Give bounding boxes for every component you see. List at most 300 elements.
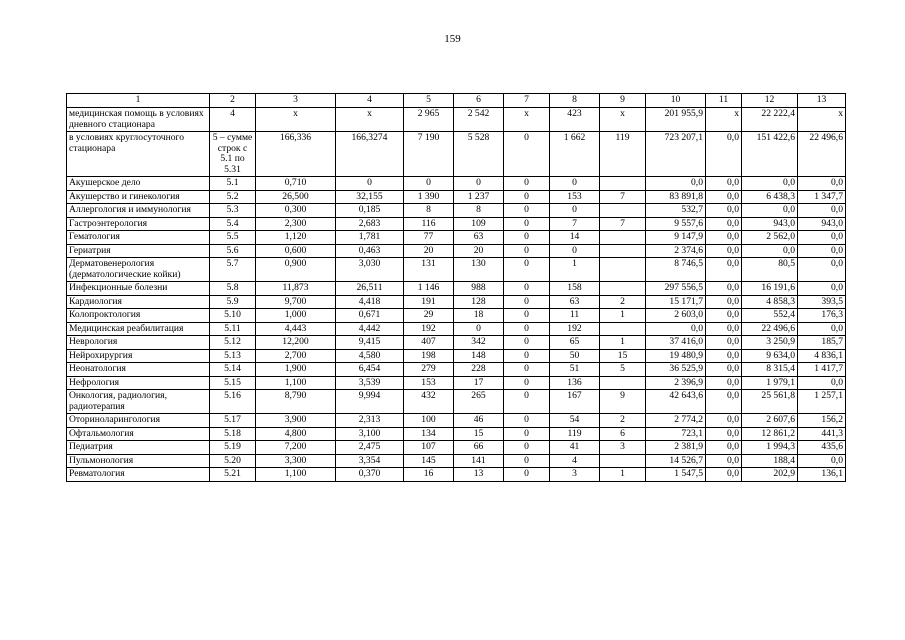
table-cell: 1 — [600, 336, 646, 350]
table-cell — [600, 282, 646, 296]
table-cell: 0 — [504, 414, 550, 428]
row-number-cell: 5.17 — [210, 414, 256, 428]
table-cell: 1 994,3 — [742, 441, 798, 455]
table-cell: 0,0 — [646, 322, 706, 336]
table-cell: 32,155 — [336, 190, 404, 204]
table-cell: 0 — [504, 309, 550, 323]
table-cell: 265 — [454, 390, 504, 414]
table-row — [67, 217, 846, 231]
row-number-cell: 5.19 — [210, 441, 256, 455]
table-cell: 9 — [600, 390, 646, 414]
table-cell: 0,0 — [742, 204, 798, 218]
table-cell: 0,370 — [336, 468, 404, 482]
table-cell: 136,1 — [798, 468, 846, 482]
table-cell: 119 — [600, 132, 646, 177]
table-cell: 0 — [504, 231, 550, 245]
column-header-9: 9 — [600, 94, 646, 108]
table-cell: 7 — [550, 217, 600, 231]
table-cell: 2 542 — [454, 108, 504, 132]
table-cell: 2 381,9 — [646, 441, 706, 455]
table-cell: 1 662 — [550, 132, 600, 177]
table-cell: 7 — [600, 217, 646, 231]
table-cell: 0 — [504, 282, 550, 296]
table-row — [67, 336, 846, 350]
table-cell: 0,185 — [336, 204, 404, 218]
table-cell: 2 607,6 — [742, 414, 798, 428]
table-cell: 943,0 — [742, 217, 798, 231]
table-cell: 9 147,9 — [646, 231, 706, 245]
table-cell: 1 547,5 — [646, 468, 706, 482]
row-label-cell: Аллергология и иммунология — [67, 204, 210, 218]
table-row — [67, 258, 846, 282]
table-cell: 1 — [550, 258, 600, 282]
table-cell: 20 — [404, 244, 454, 258]
table-cell: 131 — [404, 258, 454, 282]
table-cell: 3,300 — [256, 454, 336, 468]
table-cell — [600, 177, 646, 191]
table-row — [67, 349, 846, 363]
table-cell: 0,0 — [706, 454, 742, 468]
table-cell: 37 416,0 — [646, 336, 706, 350]
table-cell: 1 146 — [404, 282, 454, 296]
table-cell: 435,6 — [798, 441, 846, 455]
row-label-cell: Акушерство и гинекология — [67, 190, 210, 204]
table-cell: 80,5 — [742, 258, 798, 282]
row-number-cell: 4 — [210, 108, 256, 132]
table-cell: 2 562,0 — [742, 231, 798, 245]
table-cell: 6 — [600, 427, 646, 441]
table-row — [67, 454, 846, 468]
table-cell: 0 — [504, 468, 550, 482]
table-cell: 5 528 — [454, 132, 504, 177]
table-cell — [600, 454, 646, 468]
table-cell: 4 — [550, 454, 600, 468]
table-cell: 46 — [454, 414, 504, 428]
column-header-6: 6 — [454, 94, 504, 108]
table-cell: x — [256, 108, 336, 132]
table-cell: 4,580 — [336, 349, 404, 363]
table-cell: 188,4 — [742, 454, 798, 468]
table-cell: 41 — [550, 441, 600, 455]
table-cell: 2,683 — [336, 217, 404, 231]
table-cell: 279 — [404, 363, 454, 377]
table-row — [67, 231, 846, 245]
column-header-8: 8 — [550, 94, 600, 108]
table-cell: 0,0 — [706, 204, 742, 218]
table-cell: 148 — [454, 349, 504, 363]
data-table — [66, 93, 846, 482]
table-cell — [600, 322, 646, 336]
table-body — [67, 94, 846, 482]
table-cell: 26,500 — [256, 190, 336, 204]
table-cell: 0,0 — [706, 217, 742, 231]
table-cell: 1,781 — [336, 231, 404, 245]
table-cell: 2 965 — [404, 108, 454, 132]
table-cell: 17 — [454, 376, 504, 390]
table-cell: 3,539 — [336, 376, 404, 390]
table-cell: 0,0 — [706, 258, 742, 282]
table-cell: 22 222,4 — [742, 108, 798, 132]
table-cell: 8 746,5 — [646, 258, 706, 282]
table-cell: 0,0 — [706, 363, 742, 377]
table-cell: 192 — [404, 322, 454, 336]
column-header-7: 7 — [504, 94, 550, 108]
table-cell: 83 891,8 — [646, 190, 706, 204]
table-cell: 166,336 — [256, 132, 336, 177]
table-cell: 3,900 — [256, 414, 336, 428]
table-cell: 13 — [454, 468, 504, 482]
table-cell: 4,443 — [256, 322, 336, 336]
table-cell: 185,7 — [798, 336, 846, 350]
table-cell: 432 — [404, 390, 454, 414]
table-cell: 0 — [504, 258, 550, 282]
table-cell: 0,0 — [706, 309, 742, 323]
row-number-cell: 5.6 — [210, 244, 256, 258]
table-cell: 36 525,9 — [646, 363, 706, 377]
row-number-cell: 5.7 — [210, 258, 256, 282]
table-cell: 0,0 — [706, 349, 742, 363]
table-cell: 16 191,6 — [742, 282, 798, 296]
table-cell: 7,200 — [256, 441, 336, 455]
table-cell: 130 — [454, 258, 504, 282]
table-cell: 723 207,1 — [646, 132, 706, 177]
table-cell: 1 417,7 — [798, 363, 846, 377]
table-cell: 1,100 — [256, 468, 336, 482]
table-cell: 2,300 — [256, 217, 336, 231]
table-cell: 0 — [550, 244, 600, 258]
table-cell — [600, 231, 646, 245]
table-cell: 2 396,9 — [646, 376, 706, 390]
table-cell: 176,3 — [798, 309, 846, 323]
table-cell: 0 — [504, 336, 550, 350]
table-cell: 9 634,0 — [742, 349, 798, 363]
table-cell: 1 — [600, 468, 646, 482]
table-cell: 12,200 — [256, 336, 336, 350]
table-cell: 342 — [454, 336, 504, 350]
table-cell: 63 — [550, 295, 600, 309]
table-cell: 166,3274 — [336, 132, 404, 177]
row-label-cell: Кардиология — [67, 295, 210, 309]
table-cell: 2,475 — [336, 441, 404, 455]
table-cell: 201 955,9 — [646, 108, 706, 132]
row-number-cell: 5 – сумме строк с 5.1 по 5.31 — [210, 132, 256, 177]
row-label-cell: Онкология, радиология, радиотерапия — [67, 390, 210, 414]
table-cell: 0,0 — [742, 177, 798, 191]
table-cell: 51 — [550, 363, 600, 377]
table-row — [67, 441, 846, 455]
table-cell: 228 — [454, 363, 504, 377]
table-cell: 2 774,2 — [646, 414, 706, 428]
row-number-cell: 5.14 — [210, 363, 256, 377]
table-cell: 0 — [504, 177, 550, 191]
table-row — [67, 295, 846, 309]
table-cell: 0,0 — [742, 244, 798, 258]
table-cell — [600, 204, 646, 218]
table-cell: 297 556,5 — [646, 282, 706, 296]
table-cell: 0 — [454, 177, 504, 191]
table-cell: 1 390 — [404, 190, 454, 204]
table-cell: 158 — [550, 282, 600, 296]
table-cell: 407 — [404, 336, 454, 350]
page-number: 159 — [444, 33, 461, 45]
table-cell: 0,0 — [706, 441, 742, 455]
table-cell: 0,0 — [798, 177, 846, 191]
table-cell: 9,994 — [336, 390, 404, 414]
row-label-cell: Колопроктология — [67, 309, 210, 323]
row-label-cell: Неонатология — [67, 363, 210, 377]
table-cell: 107 — [404, 441, 454, 455]
table-cell: 988 — [454, 282, 504, 296]
table-cell: 0,0 — [706, 390, 742, 414]
table-cell: 4 836,1 — [798, 349, 846, 363]
row-label-cell: Офтальмология — [67, 427, 210, 441]
table-cell: 0,0 — [706, 322, 742, 336]
table-cell: 8 — [454, 204, 504, 218]
table-cell — [600, 258, 646, 282]
table-cell: 192 — [550, 322, 600, 336]
table-row — [67, 282, 846, 296]
table-cell: 15 171,7 — [646, 295, 706, 309]
table-cell: 14 526,7 — [646, 454, 706, 468]
table-row — [67, 190, 846, 204]
table-header-row — [67, 94, 846, 108]
column-header-11: 11 — [706, 94, 742, 108]
table-row — [67, 244, 846, 258]
row-label-cell: Акушерское дело — [67, 177, 210, 191]
table-cell: 0,0 — [798, 322, 846, 336]
table-row — [67, 414, 846, 428]
table-cell: 0 — [504, 376, 550, 390]
table-cell: 153 — [404, 376, 454, 390]
table-cell: 6,454 — [336, 363, 404, 377]
table-row — [67, 427, 846, 441]
table-cell: 0 — [404, 177, 454, 191]
table-cell: 198 — [404, 349, 454, 363]
table-cell: 136 — [550, 376, 600, 390]
table-cell: 0,0 — [706, 468, 742, 482]
table-cell: 0,0 — [706, 414, 742, 428]
column-header-2: 2 — [210, 94, 256, 108]
column-header-5: 5 — [404, 94, 454, 108]
column-header-1: 1 — [67, 94, 210, 108]
table-cell: 2,700 — [256, 349, 336, 363]
row-label-cell: Дерматовенерология (дерматологические койки) — [67, 258, 210, 282]
table-row — [67, 363, 846, 377]
table-cell: 0,0 — [798, 454, 846, 468]
table-cell: 4 858,3 — [742, 295, 798, 309]
table-cell: 167 — [550, 390, 600, 414]
table-cell: 11 — [550, 309, 600, 323]
table-cell: 3,354 — [336, 454, 404, 468]
table-cell: 1 347,7 — [798, 190, 846, 204]
row-label-cell: Инфекционные болезни — [67, 282, 210, 296]
row-label-cell: Ревматология — [67, 468, 210, 482]
table-cell: 0 — [504, 390, 550, 414]
table-cell: 4,418 — [336, 295, 404, 309]
table-cell: 1 257,1 — [798, 390, 846, 414]
table-cell: 3 250,9 — [742, 336, 798, 350]
row-label-cell: Медицинская реабилитация — [67, 322, 210, 336]
table-cell: 0,600 — [256, 244, 336, 258]
table-cell: 0 — [504, 217, 550, 231]
table-cell: 2 374,6 — [646, 244, 706, 258]
table-cell: 1,120 — [256, 231, 336, 245]
table-row — [67, 376, 846, 390]
table-cell — [600, 376, 646, 390]
table-cell: 22 496,6 — [742, 322, 798, 336]
table-cell: 20 — [454, 244, 504, 258]
table-row — [67, 468, 846, 482]
table-row — [67, 322, 846, 336]
table-cell: 0 — [504, 454, 550, 468]
table-cell: 8 — [404, 204, 454, 218]
table-cell: 943,0 — [798, 217, 846, 231]
row-label-cell: Гематология — [67, 231, 210, 245]
table-cell: 151 422,6 — [742, 132, 798, 177]
table-cell: 3,100 — [336, 427, 404, 441]
table-cell: 0,710 — [256, 177, 336, 191]
table-cell: 0 — [504, 132, 550, 177]
row-label-cell: Оториноларингология — [67, 414, 210, 428]
table-cell: 116 — [404, 217, 454, 231]
table-cell: 65 — [550, 336, 600, 350]
table-cell: 2,313 — [336, 414, 404, 428]
column-header-4: 4 — [336, 94, 404, 108]
table-cell: 119 — [550, 427, 600, 441]
table-cell: 4,442 — [336, 322, 404, 336]
column-header-12: 12 — [742, 94, 798, 108]
table-cell: 723,1 — [646, 427, 706, 441]
table-cell: 552,4 — [742, 309, 798, 323]
table-row — [67, 204, 846, 218]
row-label-cell: Нейрохирургия — [67, 349, 210, 363]
row-number-cell: 5.16 — [210, 390, 256, 414]
row-number-cell: 5.10 — [210, 309, 256, 323]
table-cell: 0,300 — [256, 204, 336, 218]
table-cell: 9,700 — [256, 295, 336, 309]
table-cell: 1,900 — [256, 363, 336, 377]
row-number-cell: 5.4 — [210, 217, 256, 231]
row-number-cell: 5.13 — [210, 349, 256, 363]
table-cell: 109 — [454, 217, 504, 231]
row-number-cell: 5.21 — [210, 468, 256, 482]
table-cell: x — [336, 108, 404, 132]
table-cell: 0,0 — [798, 244, 846, 258]
row-number-cell: 5.11 — [210, 322, 256, 336]
table-cell: 77 — [404, 231, 454, 245]
table-cell: 1 979,1 — [742, 376, 798, 390]
table-cell: 441,3 — [798, 427, 846, 441]
table-cell: 0 — [454, 322, 504, 336]
table-cell: 0,0 — [646, 177, 706, 191]
table-cell: 202,9 — [742, 468, 798, 482]
table-cell: 26,511 — [336, 282, 404, 296]
table-cell: 7 — [600, 190, 646, 204]
table-row — [67, 132, 846, 177]
column-header-10: 10 — [646, 94, 706, 108]
table-cell: 54 — [550, 414, 600, 428]
row-number-cell: 5.1 — [210, 177, 256, 191]
table-cell: 0 — [550, 177, 600, 191]
table-cell: 15 — [600, 349, 646, 363]
table-cell: 532,7 — [646, 204, 706, 218]
table-cell: 153 — [550, 190, 600, 204]
table-cell: 0 — [504, 427, 550, 441]
table-cell: 3 — [600, 441, 646, 455]
table-cell: 9,415 — [336, 336, 404, 350]
table-cell: 0,0 — [798, 231, 846, 245]
table-cell: 50 — [550, 349, 600, 363]
table-cell: 1,000 — [256, 309, 336, 323]
table-cell: 11,873 — [256, 282, 336, 296]
row-label-cell: Педиатрия — [67, 441, 210, 455]
table-cell: 8,790 — [256, 390, 336, 414]
table-cell: 1,100 — [256, 376, 336, 390]
table-cell: 0,0 — [706, 190, 742, 204]
table-cell: 0 — [504, 244, 550, 258]
table-cell: 2 — [600, 414, 646, 428]
table-cell: 15 — [454, 427, 504, 441]
table-cell: 1 237 — [454, 190, 504, 204]
row-label-cell: медицинская помощь в условиях дневного стационара — [67, 108, 210, 132]
table-cell: 16 — [404, 468, 454, 482]
table-cell: 0,0 — [706, 132, 742, 177]
table-cell: 0,0 — [706, 427, 742, 441]
table-cell: 0,0 — [706, 376, 742, 390]
table-row — [67, 108, 846, 132]
table-cell: 393,5 — [798, 295, 846, 309]
row-number-cell: 5.5 — [210, 231, 256, 245]
table-cell: 29 — [404, 309, 454, 323]
table-cell: 3 — [550, 468, 600, 482]
table-cell: 0,671 — [336, 309, 404, 323]
row-number-cell: 5.18 — [210, 427, 256, 441]
table-cell: 22 496,6 — [798, 132, 846, 177]
table-cell: 100 — [404, 414, 454, 428]
table-cell: 0,0 — [706, 231, 742, 245]
table-cell: 0,0 — [706, 244, 742, 258]
column-header-3: 3 — [256, 94, 336, 108]
table-cell: 14 — [550, 231, 600, 245]
row-label-cell: Гериатрия — [67, 244, 210, 258]
table-row — [67, 309, 846, 323]
table-cell: 141 — [454, 454, 504, 468]
table-cell: 66 — [454, 441, 504, 455]
table-cell: 0 — [504, 190, 550, 204]
table-cell: 0,0 — [706, 282, 742, 296]
table-cell: 128 — [454, 295, 504, 309]
table-cell: 0,0 — [798, 376, 846, 390]
table-cell: 0 — [550, 204, 600, 218]
table-cell: 0,0 — [706, 177, 742, 191]
table-cell: 0 — [504, 363, 550, 377]
table-cell: 25 561,8 — [742, 390, 798, 414]
table-cell: 6 438,3 — [742, 190, 798, 204]
row-label-cell: Пульмонология — [67, 454, 210, 468]
row-label-cell: Неврология — [67, 336, 210, 350]
column-header-13: 13 — [798, 94, 846, 108]
table-row — [67, 390, 846, 414]
table-cell — [600, 244, 646, 258]
table-cell: 8 315,4 — [742, 363, 798, 377]
table-cell: 0,0 — [798, 204, 846, 218]
row-number-cell: 5.15 — [210, 376, 256, 390]
table-cell: 12 861,2 — [742, 427, 798, 441]
table-cell: 0,463 — [336, 244, 404, 258]
table-cell: 63 — [454, 231, 504, 245]
table-cell: 0 — [504, 295, 550, 309]
table-cell: 9 557,6 — [646, 217, 706, 231]
